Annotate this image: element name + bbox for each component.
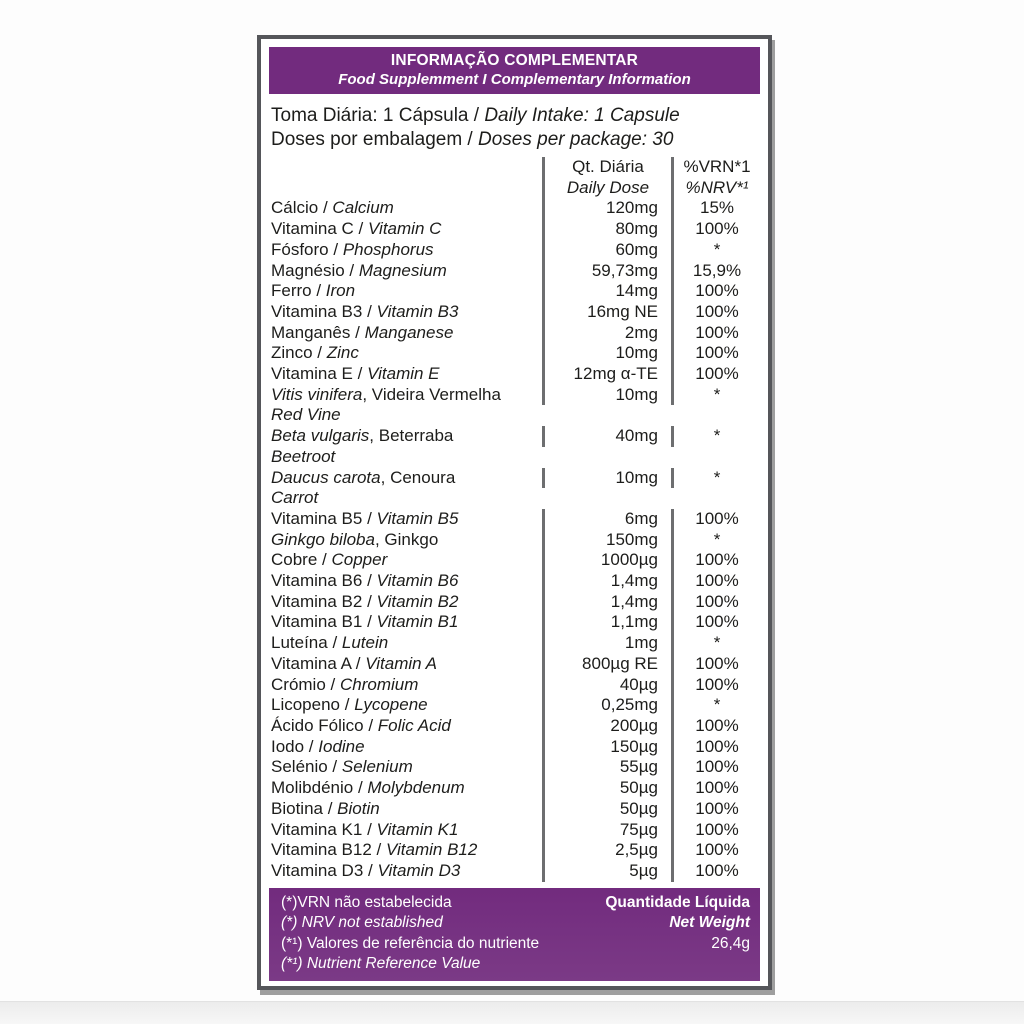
nutrient-name-line1: Vitis vinifera, Videira Vermelha xyxy=(271,384,501,404)
nrv-cell: * xyxy=(713,239,721,259)
nrv-cell: 15,9% xyxy=(692,260,742,280)
nrv-cell: * xyxy=(713,695,721,715)
nrv-cell: 100% xyxy=(695,840,739,860)
nutrient-name-cell xyxy=(269,654,542,675)
nutrient-name-line1: Zinco / Zinc xyxy=(271,343,359,363)
dose-cell: 6mg xyxy=(542,509,674,530)
dose-cell: 120mg xyxy=(542,198,674,219)
nutrient-name-line1: Vitamina A / Vitamin A xyxy=(271,653,438,673)
dose-header-en: Daily Dose xyxy=(566,177,650,197)
nrv-cell: 100% xyxy=(695,612,739,632)
nrv-cell: 100% xyxy=(695,571,739,591)
nrv-cell: 100% xyxy=(695,508,739,528)
footnotes xyxy=(281,893,605,975)
supplement-facts-label xyxy=(257,35,772,990)
dose-cell: 0,25mg xyxy=(542,695,674,716)
dose-cell: 10mg xyxy=(542,468,674,489)
nrv-cell: 100% xyxy=(695,736,739,756)
nutrient-name-cell xyxy=(269,695,542,716)
table-row xyxy=(269,302,760,323)
nutrient-name-line1: Licopeno / Lycopene xyxy=(271,695,428,715)
nutrient-table xyxy=(269,157,760,882)
label-subtitle: Food Supplemment I Complementary Information xyxy=(338,71,691,88)
table-row xyxy=(269,468,760,509)
background-surface-edge xyxy=(0,1001,1024,1024)
nutrient-name-cell xyxy=(269,550,542,571)
nrv-column-header xyxy=(674,157,760,198)
nutrient-name-cell xyxy=(269,612,542,633)
intake-info xyxy=(271,104,758,151)
dose-cell: 50µg xyxy=(542,799,674,820)
nutrient-name-cell xyxy=(269,840,542,861)
nrv-cell: 100% xyxy=(695,860,739,880)
table-row xyxy=(269,509,760,530)
label-title: INFORMAÇÃO COMPLEMENTAR xyxy=(390,52,639,69)
dose-cell: 1000µg xyxy=(542,550,674,571)
table-row xyxy=(269,571,760,592)
nutrient-name-line1: Crómio / Chromium xyxy=(271,674,419,694)
nutrient-name-cell xyxy=(269,281,542,302)
doses-per-package-line: Doses por embalagem / Doses per package: 30 xyxy=(271,128,674,150)
dose-cell: 14mg xyxy=(542,281,674,302)
dose-cell: 80mg xyxy=(542,219,674,240)
table-row xyxy=(269,799,760,820)
nutrient-name-line2: Carrot xyxy=(271,488,319,508)
dose-cell: 1mg xyxy=(542,633,674,654)
nutrient-name-line1: Iodo / Iodine xyxy=(271,736,365,756)
nutrient-name-line1: Molibdénio / Molybdenum xyxy=(271,778,465,798)
nutrient-name-line1: Vitamina B5 / Vitamin B5 xyxy=(271,508,459,528)
net-weight-block xyxy=(605,893,750,975)
table-row xyxy=(269,592,760,613)
nrv-cell: 100% xyxy=(695,674,739,694)
table-row xyxy=(269,530,760,551)
table-row xyxy=(269,778,760,799)
nutrient-name-cell xyxy=(269,737,542,758)
nutrient-name-line1: Vitamina D3 / Vitamin D3 xyxy=(271,860,461,880)
table-row xyxy=(269,240,760,261)
nrv-cell: 100% xyxy=(695,757,739,777)
nutrient-name-cell xyxy=(269,261,542,282)
table-row xyxy=(269,695,760,716)
nrv-cell: * xyxy=(713,384,721,404)
nutrient-name-line2: Red Vine xyxy=(271,405,341,425)
table-row xyxy=(269,737,760,758)
nrv-header-pt: %VRN*1 xyxy=(683,157,751,176)
nrv-cell: 100% xyxy=(695,281,739,301)
table-row xyxy=(269,716,760,737)
nutrient-name-line2: Beetroot xyxy=(271,446,336,466)
dose-cell: 75µg xyxy=(542,820,674,841)
net-weight-label-pt: Quantidade Líquida xyxy=(605,893,750,911)
nutrient-name-cell xyxy=(269,571,542,592)
table-row xyxy=(269,654,760,675)
nutrient-name-line1: Daucus carota, Cenoura xyxy=(271,467,456,487)
footnote-line: (*)VRN não estabelecida xyxy=(281,893,452,911)
nutrient-name-line1: Cálcio / Calcium xyxy=(271,198,394,218)
nutrient-name-line1: Selénio / Selenium xyxy=(271,757,413,777)
nutrient-name-line1: Ginkgo biloba, Ginkgo xyxy=(271,529,439,549)
table-row xyxy=(269,343,760,364)
nutrient-name-line1: Vitamina B3 / Vitamin B3 xyxy=(271,301,459,321)
nutrient-name-line1: Vitamina B2 / Vitamin B2 xyxy=(271,591,459,611)
dose-cell: 5µg xyxy=(542,861,674,882)
nutrient-name-line1: Vitamina B12 / Vitamin B12 xyxy=(271,840,478,860)
dose-cell: 800µg RE xyxy=(542,654,674,675)
nrv-cell: 100% xyxy=(695,343,739,363)
nrv-cell: 100% xyxy=(695,798,739,818)
nrv-cell: * xyxy=(713,467,721,487)
dose-cell: 55µg xyxy=(542,757,674,778)
nrv-cell: 100% xyxy=(695,301,739,321)
table-row xyxy=(269,261,760,282)
nrv-cell: 100% xyxy=(695,715,739,735)
table-row xyxy=(269,364,760,385)
footnote-line: (*¹) Nutrient Reference Value xyxy=(281,955,481,973)
dose-cell: 40mg xyxy=(542,426,674,447)
dose-cell: 1,4mg xyxy=(542,571,674,592)
table-row xyxy=(269,281,760,302)
net-weight-label-en: Net Weight xyxy=(669,914,750,932)
nutrient-name-cell xyxy=(269,820,542,841)
dose-column-header xyxy=(542,157,674,198)
nrv-cell: 100% xyxy=(695,591,739,611)
footnote-line: (*) NRV not established xyxy=(281,914,443,932)
nutrient-name-cell xyxy=(269,385,542,426)
nrv-cell: 100% xyxy=(695,322,739,342)
nutrient-name-line1: Vitamina B1 / Vitamin B1 xyxy=(271,612,459,632)
nutrient-name-cell xyxy=(269,343,542,364)
nrv-header-en: %NRV*¹ xyxy=(685,177,749,197)
nutrient-name-line1: Vitamina C / Vitamin C xyxy=(271,219,442,239)
table-header-row xyxy=(269,157,760,198)
nutrient-name-cell xyxy=(269,240,542,261)
nrv-cell: * xyxy=(713,633,721,653)
nutrient-name-cell xyxy=(269,675,542,696)
nrv-cell: * xyxy=(713,529,721,549)
dose-cell: 16mg NE xyxy=(542,302,674,323)
nutrient-name-line1: Biotina / Biotin xyxy=(271,798,380,818)
dose-cell: 10mg xyxy=(542,343,674,364)
nrv-cell: 100% xyxy=(695,653,739,673)
table-row xyxy=(269,219,760,240)
dose-cell: 2mg xyxy=(542,323,674,344)
nrv-cell: * xyxy=(713,426,721,446)
nutrient-name-cell xyxy=(269,633,542,654)
nutrient-name-line1: Vitamina K1 / Vitamin K1 xyxy=(271,819,459,839)
label-header-bar xyxy=(269,47,760,94)
table-row xyxy=(269,840,760,861)
table-row xyxy=(269,675,760,696)
nutrient-name-line1: Luteína / Lutein xyxy=(271,633,389,653)
nutrient-name-cell xyxy=(269,364,542,385)
dose-cell: 150µg xyxy=(542,737,674,758)
nutrient-name-line1: Fósforo / Phosphorus xyxy=(271,239,434,259)
dose-cell: 1,4mg xyxy=(542,592,674,613)
nutrient-name-cell xyxy=(269,778,542,799)
table-row xyxy=(269,820,760,841)
nutrient-name-line1: Magnésio / Magnesium xyxy=(271,260,447,280)
nutrient-name-cell xyxy=(269,323,542,344)
dose-cell: 12mg α-TE xyxy=(542,364,674,385)
nutrient-column-header xyxy=(269,157,542,178)
dose-cell: 60mg xyxy=(542,240,674,261)
table-row xyxy=(269,633,760,654)
nutrient-name-cell xyxy=(269,530,542,551)
daily-intake-line: Toma Diária: 1 Cápsula / Daily Intake: 1 Capsule xyxy=(271,105,680,126)
nutrient-name-cell xyxy=(269,468,542,509)
nrv-cell: 100% xyxy=(695,219,739,239)
dose-cell: 50µg xyxy=(542,778,674,799)
nutrient-name-line1: Beta vulgaris, Beterraba xyxy=(271,426,454,446)
table-row xyxy=(269,861,760,882)
nrv-cell: 100% xyxy=(695,819,739,839)
dose-cell: 2,5µg xyxy=(542,840,674,861)
nutrient-name-line1: Ferro / Iron xyxy=(271,281,356,301)
dose-cell: 1,1mg xyxy=(542,612,674,633)
dose-cell: 150mg xyxy=(542,530,674,551)
footnote-line: (*¹) Valores de referência do nutriente xyxy=(281,934,540,952)
dose-cell: 59,73mg xyxy=(542,261,674,282)
dose-cell: 40µg xyxy=(542,675,674,696)
table-row xyxy=(269,426,760,467)
nrv-cell: 15% xyxy=(699,198,735,218)
nutrient-table-body xyxy=(269,198,760,881)
nrv-cell: 100% xyxy=(695,364,739,384)
nutrient-name-line1: Vitamina E / Vitamin E xyxy=(271,364,440,384)
nutrient-name-cell xyxy=(269,861,542,882)
nutrient-name-line1: Vitamina B6 / Vitamin B6 xyxy=(271,571,459,591)
dose-header-pt: Qt. Diária xyxy=(572,157,644,176)
nutrient-name-cell xyxy=(269,799,542,820)
net-weight-value: 26,4g xyxy=(711,934,750,952)
table-row xyxy=(269,323,760,344)
table-row xyxy=(269,198,760,219)
nutrient-name-line1: Ácido Fólico / Folic Acid xyxy=(271,715,451,735)
nutrient-name-cell xyxy=(269,757,542,778)
nrv-cell: 100% xyxy=(695,778,739,798)
nutrient-name-cell xyxy=(269,592,542,613)
label-footer-bar xyxy=(269,888,760,981)
table-row xyxy=(269,550,760,571)
table-row xyxy=(269,612,760,633)
nutrient-name-cell xyxy=(269,198,542,219)
nutrient-name-cell xyxy=(269,219,542,240)
nutrient-name-cell xyxy=(269,509,542,530)
table-row xyxy=(269,757,760,778)
nutrient-name-line1: Manganês / Manganese xyxy=(271,322,454,342)
nutrient-name-cell xyxy=(269,302,542,323)
dose-cell: 200µg xyxy=(542,716,674,737)
nutrient-name-cell xyxy=(269,426,542,467)
nutrient-name-cell xyxy=(269,716,542,737)
nrv-cell: 100% xyxy=(695,550,739,570)
table-row xyxy=(269,385,760,426)
nutrient-name-line1: Cobre / Copper xyxy=(271,550,388,570)
dose-cell: 10mg xyxy=(542,385,674,406)
